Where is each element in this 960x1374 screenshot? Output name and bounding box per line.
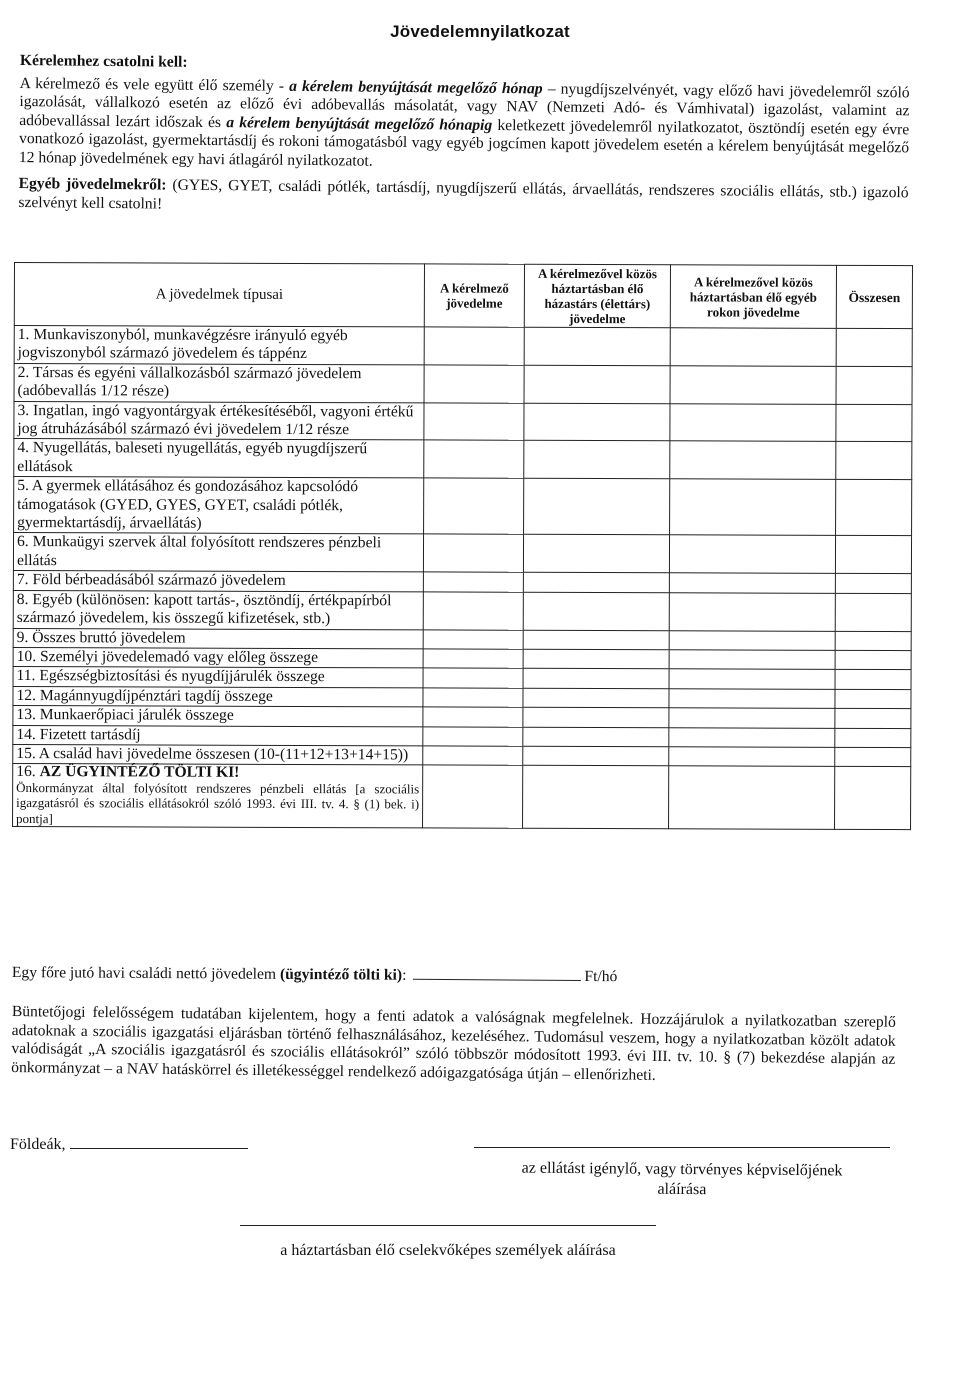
income-type-label: 1. Munkaviszonyból, munkavégzésre irányuló egyéb jogviszonyból származó jövedelem és táppénz — [14, 326, 424, 365]
relative-amount-field[interactable] — [670, 403, 836, 441]
declaration-paragraph: Büntetőjogi felelősségem tudatában kijelentem, hogy a fenti adatok a valóságnak megfelelnek. Hozzájárulok a nyilatkozatban szereplő adatoknak a szociális igazgatási eljárásban történő felhasználásához, kezeléséhez. Tudomásul veszem, hogy a nyilatkozatban közölt adatok valódiságát „A szociális igazgatásról és szociális ellátásokról” szóló többször módosított 1993. évi III. tv. 10. § (7) bekezdése alapján az önkormányzat – a NAV hatáskörrel és illetékességgel rendelkező adóigazgatósága útján – ellenőrizheti. — [11, 1003, 896, 1084]
header-total: Összesen — [836, 265, 912, 328]
header-income-types: A jövedelmek típusai — [14, 263, 424, 327]
per-capita-unit: Ft/hó — [584, 967, 618, 986]
applicant-signature-line[interactable] — [474, 1147, 890, 1148]
relative-amount-field[interactable] — [669, 650, 835, 670]
table-row — [13, 706, 911, 729]
applicant-amount-field[interactable] — [423, 668, 523, 688]
applicant-amount-field[interactable] — [423, 534, 523, 572]
table-row — [13, 590, 911, 631]
total-amount-field[interactable] — [835, 728, 911, 748]
table-row — [14, 439, 912, 480]
table-row — [13, 533, 911, 574]
relative-amount-field[interactable] — [669, 727, 835, 747]
applicant-amount-field[interactable] — [423, 572, 523, 592]
income-type-label: 14. Fizetett tartásdíj — [13, 725, 423, 746]
header-applicant-income: A kérelmező jövedelme — [424, 264, 524, 327]
row-16-total-field[interactable] — [835, 767, 911, 830]
income-type-label: 4. Nyugellátás, baleseti nyugellátás, egyéb nyugdíjszerű ellátások — [14, 439, 424, 478]
attach-heading: Kérelemhez csatolni kell: — [19, 52, 188, 71]
income-table-body — [13, 326, 913, 830]
applicant-signature-caption-1: az ellátást igénylő, vagy törvényes képviselőjének — [521, 1159, 843, 1180]
per-capita-blank-field[interactable] — [412, 966, 580, 981]
table-row — [13, 667, 911, 690]
other-income-paragraph — [18, 175, 908, 221]
applicant-amount-field[interactable] — [423, 688, 523, 708]
row-16-applicant-field[interactable] — [423, 765, 523, 828]
relative-amount-field[interactable] — [669, 669, 835, 689]
income-table-wrapper — [12, 262, 912, 830]
attach-text-3: keletkezett jövedelemről nyilatkozatot, ösztöndíj esetén egy évre vonatkozó igazolást, gyermektartásdíj és rokoni támogatásból vagy egyéb jogcímen kapott jövedelem esetén a kérelem benyújtását megelőző 12 hónap jövedelmének egy havi átlagáról nyilatkozatot. — [18, 116, 910, 170]
header-spouse-income: A kérelmezővel közös háztartásban élő házastárs (élettárs) jövedelme — [524, 264, 670, 328]
relative-amount-field[interactable] — [669, 708, 835, 728]
relative-amount-field[interactable] — [669, 747, 835, 767]
attach-emphasis-1: a kérelem benyújtását megelőző hónap — [289, 77, 543, 97]
row-16-title: AZ ÜGYINTÉZŐ TÖLTI KI! — [39, 763, 240, 782]
applicant-amount-field[interactable] — [423, 726, 523, 746]
row-16-label — [13, 764, 423, 828]
table-row — [14, 477, 912, 536]
income-type-label: 12. Magánnyugdíjpénztári tagdíj összege — [13, 686, 423, 707]
total-amount-field[interactable] — [835, 536, 911, 574]
applicant-amount-field[interactable] — [423, 649, 523, 669]
total-amount-field[interactable] — [835, 708, 911, 728]
relative-amount-field[interactable] — [670, 479, 836, 536]
total-amount-field[interactable] — [835, 650, 911, 670]
relative-amount-field[interactable] — [669, 592, 835, 630]
header-relative-income: A kérelmezővel közös háztartásban élő egyéb rokon jövedelme — [670, 265, 836, 329]
spouse-amount-field[interactable] — [523, 688, 669, 708]
total-amount-field[interactable] — [835, 631, 911, 651]
income-type-label: 8. Egyéb (különösen: kapott tartás-, ösztöndíj, értékpapírból származó jövedelem, kis összegű kifizetések, stb.) — [13, 590, 423, 629]
total-amount-field[interactable] — [835, 593, 911, 631]
income-type-label: 11. Egészségbiztosítási és nyugdíjjárulék összege — [13, 667, 423, 688]
place-date-line — [10, 1134, 248, 1154]
table-row — [14, 326, 912, 367]
attach-paragraph — [19, 74, 910, 176]
total-amount-field[interactable] — [836, 442, 912, 480]
applicant-amount-field[interactable] — [424, 478, 524, 535]
table-row-16 — [13, 764, 911, 830]
total-amount-field[interactable] — [835, 689, 911, 709]
relative-amount-field[interactable] — [670, 328, 836, 366]
place-label: Földeák, — [10, 1136, 66, 1153]
applicant-amount-field[interactable] — [423, 629, 523, 649]
relative-amount-field[interactable] — [670, 441, 836, 479]
applicant-amount-field[interactable] — [423, 746, 523, 766]
total-amount-field[interactable] — [835, 670, 911, 690]
spouse-amount-field[interactable] — [523, 573, 669, 593]
income-type-label: 2. Társas és egyéni vállalkozásból származó jövedelem (adóbevallás 1/12 része) — [14, 363, 424, 402]
total-amount-field[interactable] — [836, 404, 912, 442]
relative-amount-field[interactable] — [670, 366, 836, 404]
spouse-amount-field[interactable] — [523, 727, 669, 747]
table-row — [13, 647, 911, 670]
per-capita-income-line — [12, 963, 912, 988]
per-capita-note: (ügyintéző tölti ki) — [279, 965, 403, 984]
applicant-amount-field[interactable] — [424, 440, 524, 478]
row-16-number: 16. — [16, 763, 40, 781]
row-16-text: Önkormányzat által folyósított rendszeres pénzbeli ellátás [a szociális igazgatásról és szociális ellátásokról szóló 1993. évi III. tv. 4. § (1) bek. i) pontja] — [16, 779, 420, 826]
relative-amount-field[interactable] — [669, 573, 835, 593]
applicant-amount-field[interactable] — [424, 327, 524, 365]
applicant-amount-field[interactable] — [424, 403, 524, 441]
applicant-amount-field[interactable] — [423, 707, 523, 727]
spouse-amount-field[interactable] — [523, 535, 669, 573]
income-type-label: 13. Munkaerőpiaci járulék összege — [13, 706, 423, 727]
spouse-amount-field[interactable] — [523, 746, 669, 766]
table-row — [13, 628, 911, 651]
attach-emphasis-2: a kérelem benyújtását megelőző hónapig — [226, 113, 493, 134]
applicant-signature-caption-2: aláírása — [657, 1180, 707, 1199]
spouse-amount-field[interactable] — [523, 669, 669, 689]
spouse-amount-field[interactable] — [524, 479, 670, 536]
spouse-amount-field[interactable] — [523, 630, 669, 650]
income-type-label: 15. A család havi jövedelme összesen (10-(11+12+13+14+15)) — [13, 744, 423, 765]
other-income-text: (GYES, GYET, családi pótlék, tartásdíj, nyugdíjszerű ellátás, árvaellátás, rendszeres szociális ellátás, stb.) igazoló szelvényt kell csatolni! — [18, 176, 909, 212]
total-amount-field[interactable] — [835, 747, 911, 767]
spouse-amount-field[interactable] — [523, 592, 669, 630]
spouse-amount-field[interactable] — [524, 441, 670, 479]
spouse-amount-field[interactable] — [524, 365, 670, 403]
income-type-label: 3. Ingatlan, ingó vagyontárgyak értékesítéséből, vagyoni értékű jog átruházásából származó évi jövedelem 1/12 része — [14, 401, 424, 440]
income-type-label: 10. Személyi jövedelemadó vagy előleg összege — [13, 647, 423, 668]
spouse-amount-field[interactable] — [523, 649, 669, 669]
table-row — [14, 401, 912, 442]
table-header-row — [14, 263, 912, 329]
applicant-amount-field[interactable] — [423, 592, 523, 630]
applicant-amount-field[interactable] — [424, 365, 524, 403]
table-row — [13, 686, 911, 709]
other-income-heading: Egyéb jövedelmekről: — [18, 174, 167, 194]
spouse-amount-field[interactable] — [524, 403, 670, 441]
date-blank-field[interactable] — [70, 1134, 248, 1149]
table-row — [14, 363, 912, 404]
instructions-block — [18, 52, 910, 221]
total-amount-field[interactable] — [836, 328, 912, 366]
document-title: Jövedelemnyilatkozat — [390, 22, 570, 41]
total-amount-field[interactable] — [836, 480, 912, 536]
relative-amount-field[interactable] — [669, 630, 835, 650]
income-table — [12, 262, 913, 830]
income-type-label: 5. A gyermek ellátásához és gondozásához kapcsolódó támogatások (GYED, GYES, GYET, családi pótlék, gyermektartásdíj, árvaellátás) — [14, 477, 424, 535]
per-capita-label: Egy főre jutó havi családi nettó jövedelem — [11, 964, 281, 983]
applicant-signature-caption — [474, 1158, 890, 1202]
household-signature-line[interactable] — [240, 1225, 656, 1226]
total-amount-field[interactable] — [836, 366, 912, 404]
attach-text-2: – nyugdíjszelvényét, vagy előző havi jövedelemről szóló igazolását, vállalkozó esetén az előző évi adóbevallás másolatát, vagy NAV (Nemzeti Adó- és Vámhivatal) igazolást, valamint az adóbevallással lezárt időszak és — [19, 79, 910, 131]
income-type-label: 7. Föld bérbeadásából származó jövedelem — [13, 571, 423, 592]
household-signature-caption: a háztartásban élő cselekvőképes személyek aláírása — [280, 1242, 616, 1259]
row-16-spouse-field[interactable] — [523, 766, 669, 830]
attach-text-1: A kérelmező és vele együtt élő személy - — [19, 74, 290, 95]
total-amount-field[interactable] — [835, 574, 911, 594]
spouse-amount-field[interactable] — [524, 327, 670, 365]
income-type-label: 9. Összes bruttó jövedelem — [13, 628, 423, 649]
income-type-label: 6. Munkaügyi szervek által folyósított rendszeres pénzbeli ellátás — [13, 533, 423, 572]
spouse-amount-field[interactable] — [523, 707, 669, 727]
relative-amount-field[interactable] — [669, 689, 835, 709]
relative-amount-field[interactable] — [669, 535, 835, 573]
table-row — [13, 571, 911, 594]
per-capita-colon: : — [402, 966, 407, 984]
row-16-relative-field[interactable] — [669, 766, 835, 830]
